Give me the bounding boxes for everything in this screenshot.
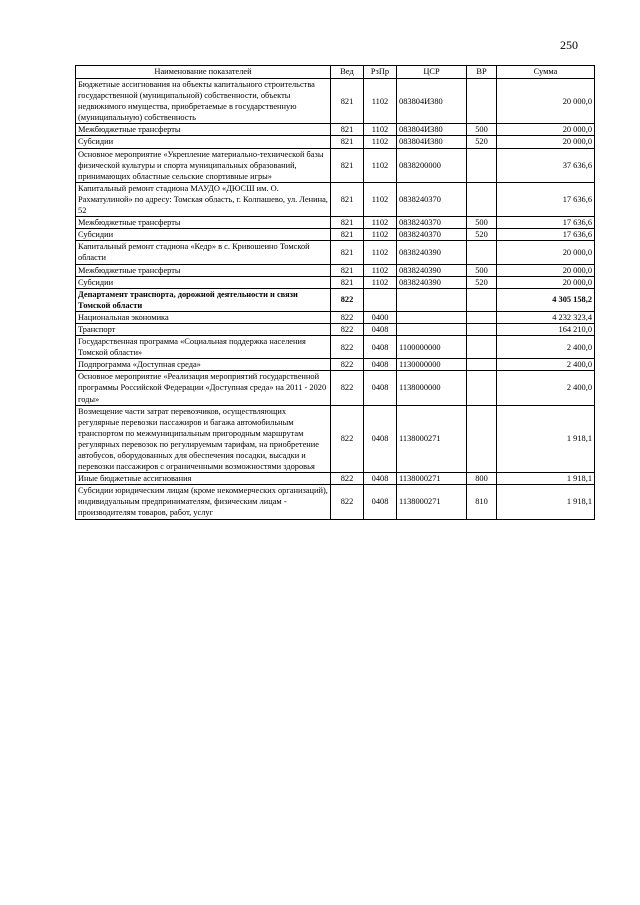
cell-ved: 821: [331, 79, 364, 124]
cell-csr: 0838240390: [397, 276, 467, 288]
cell-ved: 821: [331, 182, 364, 216]
cell-name: Транспорт: [76, 323, 331, 335]
table-row: [76, 473, 595, 485]
table-row: [76, 485, 595, 519]
cell-csr: 0838240370: [397, 182, 467, 216]
cell-vr: 810: [467, 485, 497, 519]
cell-ved: 822: [331, 371, 364, 405]
cell-csr: 1138000000: [397, 371, 467, 405]
header-sum: Сумма: [497, 66, 595, 79]
cell-rzpr: 0408: [364, 473, 397, 485]
cell-vr: [467, 79, 497, 124]
cell-name: Субсидии: [76, 136, 331, 148]
cell-sum: 4 305 158,2: [497, 288, 595, 311]
cell-ved: 822: [331, 288, 364, 311]
table-row: [76, 229, 595, 241]
cell-sum: 20 000,0: [497, 124, 595, 136]
cell-name: Субсидии юридическим лицам (кроме некоммерческих организаций), индивидуальным предпринимателям, физическим лицам - производителям товаров, работ, услуг: [76, 485, 331, 519]
cell-csr: 083804И380: [397, 79, 467, 124]
cell-sum: 20 000,0: [497, 241, 595, 264]
cell-ved: 821: [331, 276, 364, 288]
cell-sum: 4 232 323,4: [497, 311, 595, 323]
table-row: [76, 241, 595, 264]
cell-name: Межбюджетные трансферты: [76, 264, 331, 276]
cell-rzpr: 1102: [364, 182, 397, 216]
cell-vr: 800: [467, 473, 497, 485]
cell-csr: [397, 311, 467, 323]
cell-rzpr: 1102: [364, 229, 397, 241]
cell-rzpr: 0400: [364, 311, 397, 323]
cell-rzpr: 1102: [364, 264, 397, 276]
cell-ved: 822: [331, 405, 364, 473]
header-rzpr: РзПр: [364, 66, 397, 79]
cell-vr: 500: [467, 124, 497, 136]
header-ved: Вед: [331, 66, 364, 79]
page-number: 250: [560, 38, 578, 52]
table-row: [76, 276, 595, 288]
cell-vr: 520: [467, 276, 497, 288]
cell-vr: 520: [467, 136, 497, 148]
cell-sum: 2 400,0: [497, 359, 595, 371]
cell-csr: 083804И380: [397, 124, 467, 136]
cell-csr: 1138000271: [397, 405, 467, 473]
table-row: [76, 217, 595, 229]
header-vr: ВР: [467, 66, 497, 79]
cell-rzpr: 1102: [364, 241, 397, 264]
cell-name: Национальная экономика: [76, 311, 331, 323]
cell-rzpr: 0408: [364, 405, 397, 473]
cell-vr: 520: [467, 229, 497, 241]
cell-ved: 821: [331, 241, 364, 264]
cell-name: Государственная программа «Социальная поддержка населения Томской области»: [76, 336, 331, 359]
cell-name: Подпрограмма «Доступная среда»: [76, 359, 331, 371]
cell-csr: [397, 323, 467, 335]
cell-rzpr: 1102: [364, 276, 397, 288]
table-header-row: [76, 66, 595, 79]
cell-vr: [467, 311, 497, 323]
cell-rzpr: 0408: [364, 336, 397, 359]
cell-rzpr: 1102: [364, 217, 397, 229]
cell-name: Основное мероприятие «Укрепление материально-технической базы физической культуры и спорта муниципальных образований, принимающих областные сельские спортивные игры»: [76, 148, 331, 182]
cell-sum: 17 636,6: [497, 182, 595, 216]
cell-ved: 822: [331, 336, 364, 359]
header-csr: ЦСР: [397, 66, 467, 79]
cell-sum: 17 636,6: [497, 229, 595, 241]
cell-ved: 821: [331, 264, 364, 276]
cell-name: Субсидии: [76, 229, 331, 241]
cell-vr: [467, 323, 497, 335]
cell-rzpr: [364, 288, 397, 311]
cell-vr: [467, 336, 497, 359]
table-row: [76, 264, 595, 276]
cell-name: Иные бюджетные ассигнования: [76, 473, 331, 485]
cell-csr: 0838240370: [397, 229, 467, 241]
cell-rzpr: 1102: [364, 148, 397, 182]
cell-vr: [467, 148, 497, 182]
cell-csr: 0838240370: [397, 217, 467, 229]
table-row: [76, 371, 595, 405]
cell-ved: 822: [331, 473, 364, 485]
cell-csr: 1138000271: [397, 485, 467, 519]
cell-rzpr: 0408: [364, 359, 397, 371]
table-row: [76, 288, 595, 311]
cell-name: Возмещение части затрат перевозчиков, осуществляющих регулярные перевозки пассажиров и багажа автомобильным транспортом по межмуниципальным пригородным маршрутам регулярных перевозок по регулируемым тарифам, на приобретение автобусов, оборудованных для обеспечения посадки, высадки и перевозки пассажиров с ограниченными возможностями здоровья: [76, 405, 331, 473]
cell-sum: 1 918,1: [497, 485, 595, 519]
budget-table: [75, 65, 595, 520]
cell-name: Межбюджетные трансферты: [76, 124, 331, 136]
cell-vr: [467, 405, 497, 473]
cell-csr: 1100000000: [397, 336, 467, 359]
cell-name: Субсидии: [76, 276, 331, 288]
cell-sum: 1 918,1: [497, 473, 595, 485]
cell-vr: 500: [467, 217, 497, 229]
table-row: [76, 323, 595, 335]
cell-ved: 821: [331, 148, 364, 182]
cell-rzpr: 0408: [364, 485, 397, 519]
cell-sum: 20 000,0: [497, 264, 595, 276]
cell-ved: 822: [331, 485, 364, 519]
cell-vr: 500: [467, 264, 497, 276]
cell-name: Департамент транспорта, дорожной деятельности и связи Томской области: [76, 288, 331, 311]
cell-name: Бюджетные ассигнования на объекты капитального строительства государственной (муниципальной) собственности, объекты недвижимого имущества, приобретаемые в государственную (муниципальную) собственность: [76, 79, 331, 124]
cell-ved: 822: [331, 359, 364, 371]
cell-vr: [467, 288, 497, 311]
cell-vr: [467, 371, 497, 405]
cell-csr: 1130000000: [397, 359, 467, 371]
cell-vr: [467, 241, 497, 264]
header-name: Наименование показателей: [76, 66, 331, 79]
cell-sum: 20 000,0: [497, 136, 595, 148]
table-row: [76, 336, 595, 359]
cell-sum: 2 400,0: [497, 336, 595, 359]
table-row: [76, 79, 595, 124]
table-row: [76, 405, 595, 473]
cell-sum: 17 636,6: [497, 217, 595, 229]
cell-sum: 2 400,0: [497, 371, 595, 405]
cell-sum: 164 210,0: [497, 323, 595, 335]
table-row: [76, 311, 595, 323]
cell-rzpr: 1102: [364, 79, 397, 124]
table-row: [76, 136, 595, 148]
cell-ved: 821: [331, 229, 364, 241]
cell-name: Капитальный ремонт стадиона «Кедр» в с. Кривошеино Томской области: [76, 241, 331, 264]
cell-vr: [467, 359, 497, 371]
cell-ved: 821: [331, 217, 364, 229]
cell-csr: 0838240390: [397, 241, 467, 264]
cell-sum: 20 000,0: [497, 79, 595, 124]
table-row: [76, 359, 595, 371]
cell-csr: 0838240390: [397, 264, 467, 276]
cell-ved: 821: [331, 136, 364, 148]
cell-vr: [467, 182, 497, 216]
cell-csr: [397, 288, 467, 311]
table-row: [76, 148, 595, 182]
cell-ved: 821: [331, 124, 364, 136]
cell-sum: 20 000,0: [497, 276, 595, 288]
cell-ved: 822: [331, 311, 364, 323]
cell-sum: 37 636,6: [497, 148, 595, 182]
cell-rzpr: 1102: [364, 124, 397, 136]
cell-csr: 1138000271: [397, 473, 467, 485]
cell-rzpr: 0408: [364, 323, 397, 335]
cell-name: Капитальный ремонт стадиона МАУДО «ДЮСШ им. О. Рахматулиной» по адресу: Томская область, г. Колпашево, ул. Ленина, 52: [76, 182, 331, 216]
cell-name: Основное мероприятие «Реализация мероприятий государственной программы Российской Федерации «Доступная среда» на 2011 - 2020 годы»: [76, 371, 331, 405]
table-row: [76, 182, 595, 216]
cell-rzpr: 1102: [364, 136, 397, 148]
cell-sum: 1 918,1: [497, 405, 595, 473]
cell-ved: 822: [331, 323, 364, 335]
cell-csr: 0838200000: [397, 148, 467, 182]
cell-name: Межбюджетные трансферты: [76, 217, 331, 229]
cell-rzpr: 0408: [364, 371, 397, 405]
cell-csr: 083804И380: [397, 136, 467, 148]
table-row: [76, 124, 595, 136]
